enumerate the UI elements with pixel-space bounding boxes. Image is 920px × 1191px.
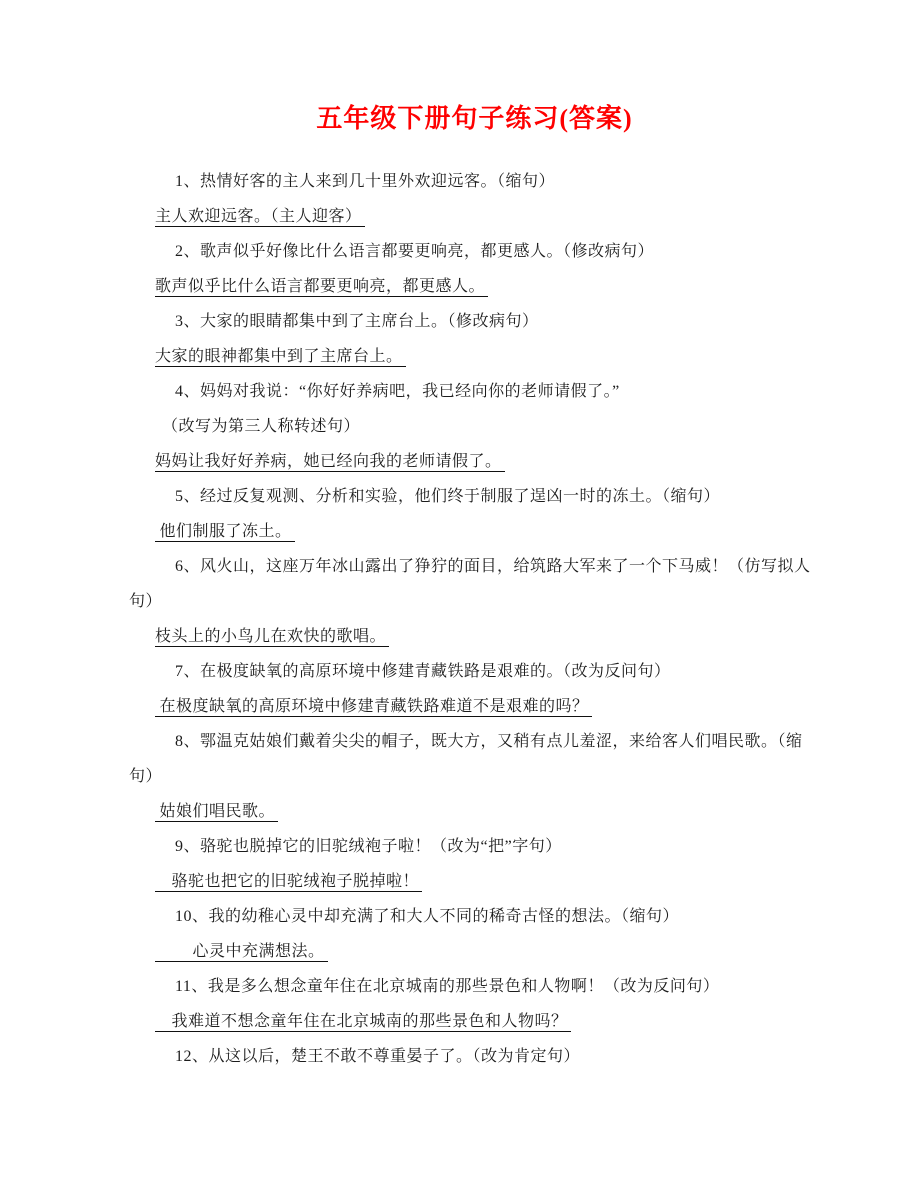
answer-text-2: 歌声似乎比什么语言都要更响亮，都更感人。 [155, 278, 488, 297]
question-line-1: 1、热情好客的主人来到几十里外欢迎远客。（缩句） [175, 173, 556, 190]
answer-line-6 [129, 619, 820, 654]
question-line-4: （改写为第三人称转述句） [162, 418, 361, 435]
answer-text-5: 他们制服了冻土。 [155, 523, 295, 542]
question-line-11: 11、我是多么想念童年住在北京城南的那些景色和人物啊！（改为反问句） [175, 978, 720, 995]
answer-line-10 [129, 934, 820, 969]
answer-text-7: 在极度缺氧的高原环境中修建青藏铁路难道不是艰难的吗？ [155, 698, 592, 717]
answer-text-9: 骆驼也把它的旧驼绒袍子脱掉啦！ [155, 873, 422, 892]
question-line-7: 7、在极度缺氧的高原环境中修建青藏铁路是艰难的。（改为反问句） [175, 663, 671, 680]
question-line-3: 3、大家的眼睛都集中到了主席台上。（修改病句） [175, 313, 539, 330]
question-line-6: 6、风火山，这座万年冰山露出了狰狞的面目，给筑路大军来了一个下马威！（仿写拟人 [175, 558, 811, 575]
question-line-10: 10、我的幼稚心灵中却充满了和大人不同的稀奇古怪的想法。（缩句） [175, 908, 680, 925]
answer-line-8 [129, 794, 820, 829]
exercise-list [129, 164, 820, 1074]
answer-text-1: 主人欢迎远客。（主人迎客） [155, 208, 365, 227]
answer-text-8: 姑娘们唱民歌。 [155, 803, 278, 822]
answer-line-3 [129, 339, 820, 374]
answer-line-5 [129, 514, 820, 549]
answer-line-9 [129, 864, 820, 899]
answer-line-7 [129, 689, 820, 724]
answer-text-10: 心灵中充满想法。 [155, 943, 328, 962]
answer-line-11 [129, 1004, 820, 1039]
question-line-5: 5、经过反复观测、分析和实验，他们终于制服了逞凶一时的冻土。（缩句） [175, 488, 721, 505]
answer-line-4 [129, 444, 820, 479]
answer-text-6: 枝头上的小鸟儿在欢快的歌唱。 [155, 628, 389, 647]
answer-line-1 [129, 199, 820, 234]
answer-line-2 [129, 269, 820, 304]
question-line-6: 句） [129, 593, 163, 610]
question-line-8: 8、鄂温克姑娘们戴着尖尖的帽子，既大方，又稍有点儿羞涩，来给客人们唱民歌。（缩 [175, 733, 803, 750]
page-title: 五年级下册句子练习(答案) [316, 104, 633, 133]
question-line-2: 2、歌声似乎好像比什么语言都要更响亮，都更感人。（修改病句） [175, 243, 655, 260]
answer-text-4: 妈妈让我好好养病，她已经向我的老师请假了。 [155, 453, 505, 472]
question-line-4: 4、妈妈对我说：“你好好养病吧，我已经向你的老师请假了。” [175, 383, 620, 400]
question-line-8: 句） [129, 768, 163, 785]
answer-text-11: 我难道不想念童年住在北京城南的那些景色和人物吗？ [155, 1013, 571, 1032]
question-line-12: 12、从这以后，楚王不敢不尊重晏子了。（改为肯定句） [175, 1048, 581, 1065]
question-line-9: 9、骆驼也脱掉它的旧驼绒袍子啦！（改为“把”字句） [175, 838, 562, 855]
answer-text-3: 大家的眼神都集中到了主席台上。 [155, 348, 406, 367]
